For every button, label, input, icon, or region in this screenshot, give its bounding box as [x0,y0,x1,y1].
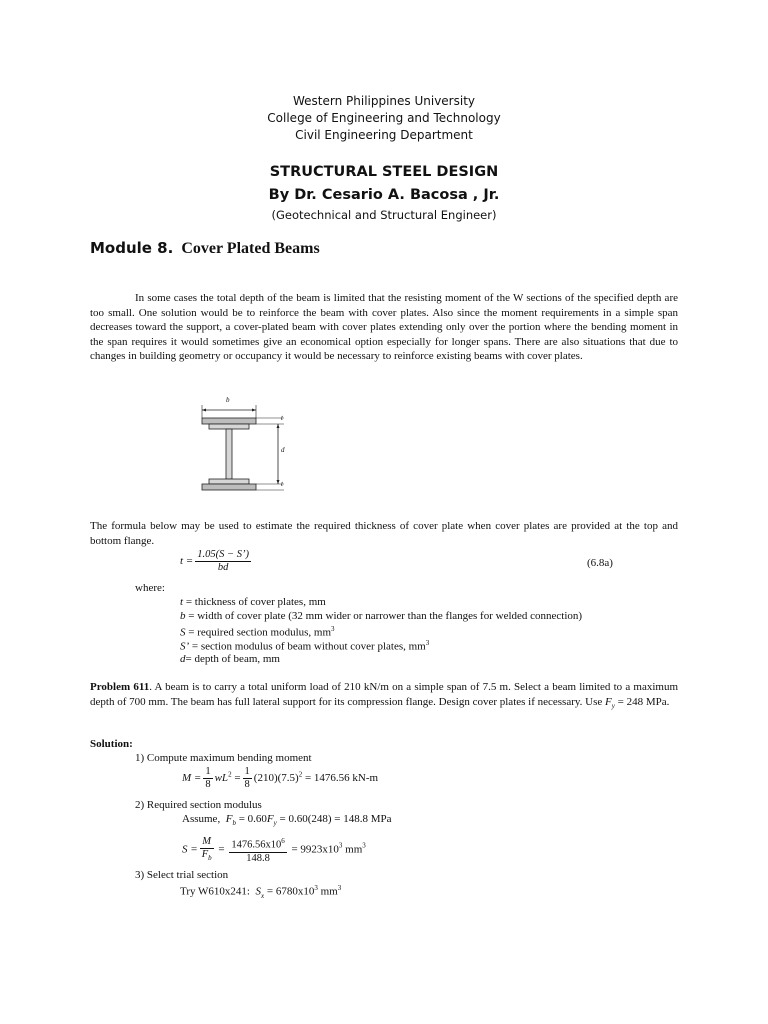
author-credentials: (Geotechnical and Structural Engineer) [271,208,497,222]
intro-paragraph: In some cases the total depth of the beam is limited that the resisting moment of the W sections of the specified depth are too small. One solution would be to reinforce the beam with cover plates. Also since the moment requirements in a simple span decreases toward the support, a cover-plated beam with cover plates extending only over the portion where the bending moment in the span requires it would sometimes give an economical option especially for longer spans. There are also situations that due to changes in building geometry or occupancy it would be necessary to reinforce existing beams with cover plates. [90,292,678,363]
where-label: where: [135,582,165,594]
formula-lhs: t = [180,555,194,568]
trial-section-line: Try W610x241: $S_x = 6780x10^3$ $mm^3$ [180,884,342,900]
formula-denominator: bd [217,562,229,573]
figure-label-t-bottom: t [281,480,283,488]
formula-intro: The formula below may be used to estimate the required thickness of cover plate when cover plates are provided at the top and bottom flange. [90,520,678,547]
where-item: S = required section modulus, $mm^3$ [180,625,335,639]
module-heading [90,239,320,258]
problem-statement: Problem 611. A beam is to carry a total uniform load of 210 kN/m on a simple span of 7.5 m. Select a beam limited to a maximum depth of 700 mm. The beam has full lateral support for its compression flange. Design cover plates if necessary. Use $F_y = 248$ MPa. [90,681,679,710]
section-modulus-equation: S = $\frac{M}{F_b}$ = $\frac{1476.56x10^6}{148.8}$ = $9923x10^3$ $mm^3$ [182,835,366,864]
figure-label-t-top: t [281,414,283,422]
where-item: t = thickness of cover plates, mm [180,596,326,608]
college-name: College of Engineering and Technology [267,111,501,125]
problem-label: Problem 611 [90,681,150,693]
university-name: Western Philippines University [292,94,476,108]
cover-plated-beam-figure [192,394,297,494]
where-item: d= depth of beam, mm [180,653,280,665]
where-item: b = width of cover plate (32 mm wider or narrower than the flanges for welded connection) [180,610,583,622]
author-name: By Dr. Cesario A. Bacosa , Jr. [268,187,500,203]
solution-label: Solution: [90,738,133,750]
figure-label-d: d [281,446,285,454]
step-2: 2) Required section modulus [135,799,262,811]
where-item: S’ = section modulus of beam without cover plates, $mm^3$ [180,639,430,653]
department-name: Civil Engineering Department [295,128,473,142]
module-number: Module 8. [90,239,174,257]
cover-plate-formula [180,549,253,574]
course-title: STRUCTURAL STEEL DESIGN [269,164,499,180]
step-3: 3) Select trial section [135,869,229,881]
module-title: Cover Plated Beams [181,240,320,257]
equation-number: (6.8a) [587,557,613,569]
figure-label-b: b [226,396,230,404]
moment-equation: M = $\frac{1}{8}$ $wL^2$ = $\frac{1}{8}$ $(210)(7.5)^2 = 1476.56$ kN-m [182,766,379,790]
step-1: 1) Compute maximum bending moment [135,752,312,764]
allowable-stress-line: Assume, $F_b = 0.60F_y = 0.60(248) = 148.8$ MPa [182,813,392,828]
formula-numerator: 1.05(S − S’) [197,549,249,560]
